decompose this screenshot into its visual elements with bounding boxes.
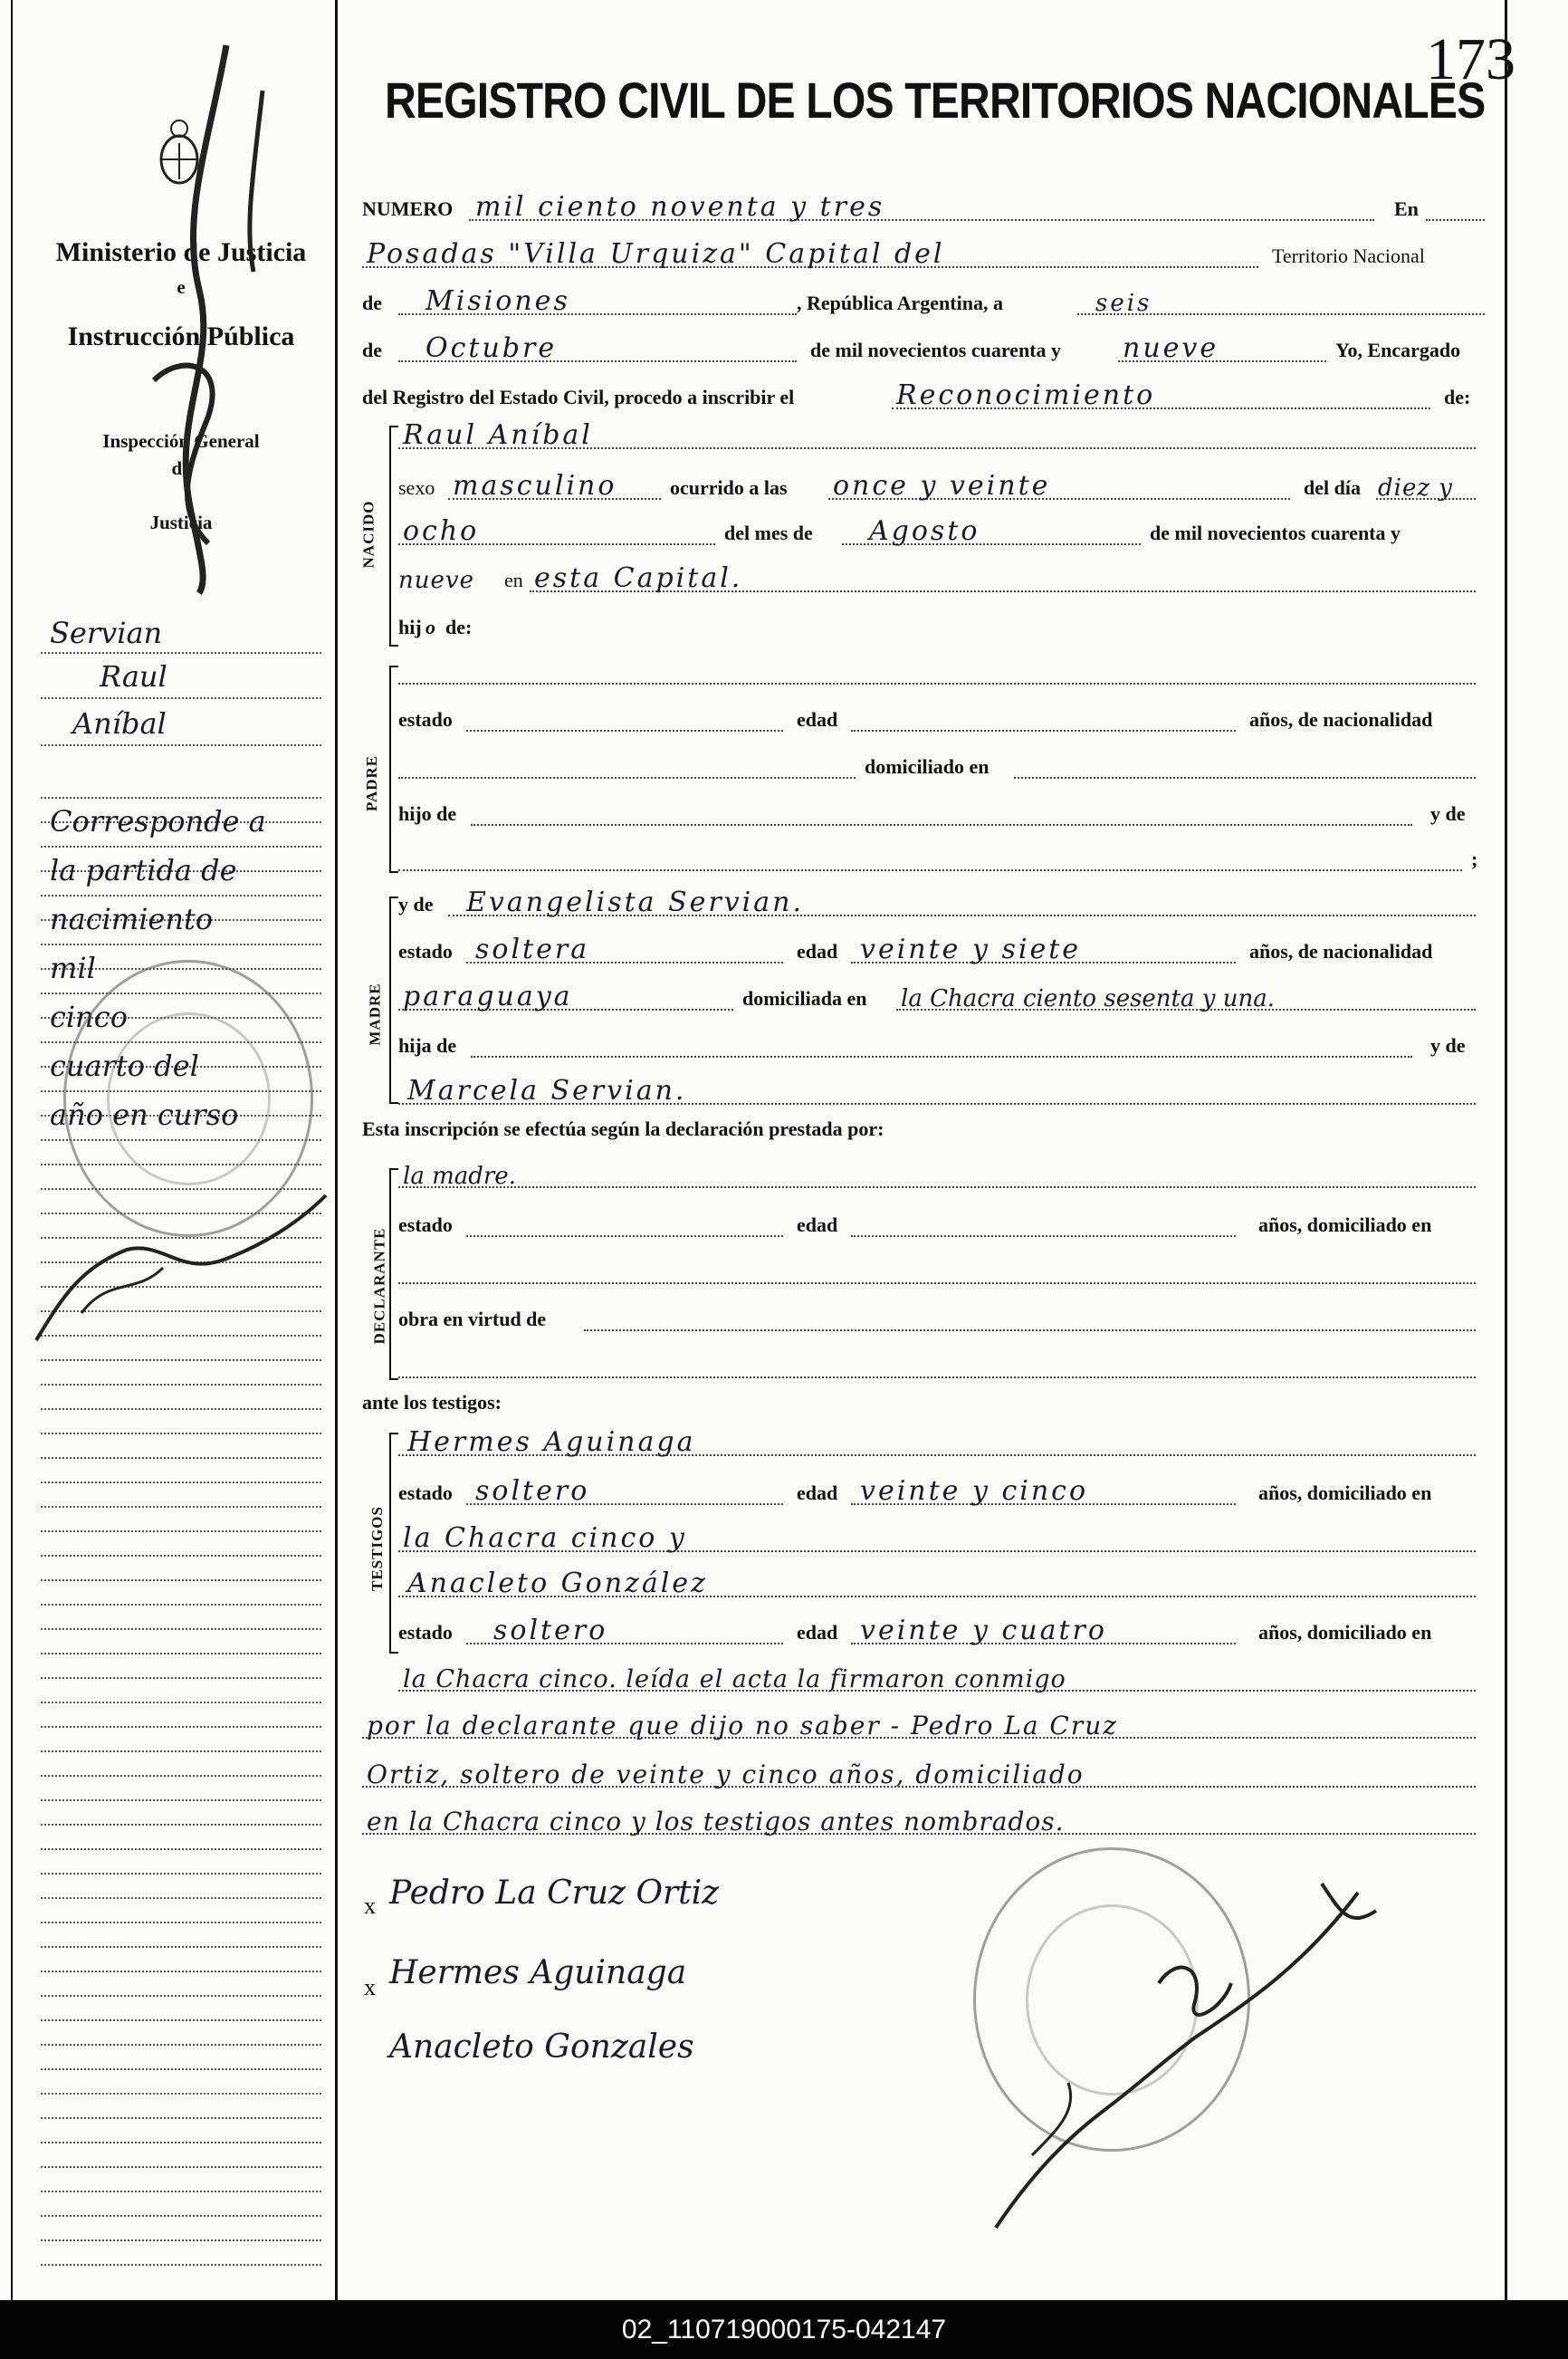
left-border-line xyxy=(11,0,13,2300)
testigos-bracket xyxy=(389,1433,398,1654)
margin-ruled-line xyxy=(41,2093,321,2095)
margin-ruled-line xyxy=(41,697,321,699)
margin-ruled-line xyxy=(41,1530,321,1532)
margin-signature-flourish xyxy=(72,36,308,598)
padre-bracket xyxy=(389,666,398,873)
anio-nacimiento-value: nueve xyxy=(398,567,474,594)
registro-label: del Registro del Estado Civil, procedo a inscribir el xyxy=(362,386,795,408)
margin-ruled-line xyxy=(41,2044,321,2046)
margin-note-line1: Corresponde a xyxy=(50,804,266,839)
footer-code: 02_110719000175-042147 xyxy=(621,2315,947,2345)
republica-label: , República Argentina, a xyxy=(797,292,1003,314)
mil-novecientos-label: de mil novecientos cuarenta y xyxy=(810,339,1062,361)
testigo1-estado-label: estado xyxy=(398,1482,453,1504)
sexo-label: sexo xyxy=(398,476,435,499)
continuacion-line3 xyxy=(362,1804,1485,1840)
mil-novecientos-label-2: de mil novecientos cuarenta y xyxy=(1150,522,1401,544)
margin-ruled-line xyxy=(41,2142,321,2143)
numero-value: mil ciento noventa y tres xyxy=(475,191,885,223)
del-dia-label: del día xyxy=(1304,476,1361,499)
margin-ruled-line xyxy=(41,846,321,848)
yo-encargado-label: Yo, Encargado xyxy=(1335,339,1461,361)
margin-ruled-line xyxy=(41,1653,321,1654)
lugar-nacimiento-value: esta Capital. xyxy=(534,562,743,594)
margin-ruled-line xyxy=(41,895,321,897)
padre-semicolon: ; xyxy=(1471,848,1478,870)
declarante-intro: Esta inscripción se efectúa según la declaración prestada por: xyxy=(362,1117,884,1140)
margin-ruled-line xyxy=(41,1848,321,1850)
testigo2-estado-label: estado xyxy=(398,1621,453,1644)
margin-ruled-line xyxy=(41,2068,321,2070)
territorio-label: Territorio Nacional xyxy=(1272,245,1425,267)
testigo2-edad-label: edad xyxy=(797,1621,838,1644)
en-label-2: en xyxy=(504,569,523,591)
declarante-obra-line xyxy=(398,1300,1485,1337)
declarante-blank-line-2 xyxy=(398,1347,1485,1384)
padre-anios-label: años, de nacionalidad xyxy=(1249,708,1433,731)
testigo1-domicilio-line xyxy=(398,1521,1485,1558)
de-colon-label: de: xyxy=(1444,386,1471,408)
testigo2-nombre-line xyxy=(398,1567,1485,1603)
madre-section-label: MADRE xyxy=(366,983,384,1046)
testigo2-anios-label: años, domiciliado en xyxy=(1258,1621,1432,1644)
testigo2-edad-value: veinte y cuatro xyxy=(860,1615,1107,1646)
testigo2-domicilio-value: la Chacra cinco. leída el acta la firmaron conmigo xyxy=(403,1665,1066,1693)
declarante-obra-label: obra en virtud de xyxy=(398,1308,547,1330)
margin-ruled-line xyxy=(41,2215,321,2217)
madre-domicilio-value: la Chacra ciento sesenta y una. xyxy=(901,985,1275,1012)
margin-ruled-line xyxy=(41,944,321,945)
testigo1-estado-line xyxy=(398,1474,1485,1510)
madre-nombre-line xyxy=(398,886,1485,922)
madre-bracket xyxy=(389,897,398,1104)
madre-madre-line xyxy=(398,1074,1485,1110)
fecha-line xyxy=(362,331,1485,368)
margin-ruled-line xyxy=(41,744,321,746)
nacido-hijo-line xyxy=(398,609,1485,645)
madre-hija-line xyxy=(398,1027,1485,1063)
hijo-de-label: de: xyxy=(445,616,473,638)
padre-yde-label: y de xyxy=(1430,802,1466,825)
margin-note-line4: mil xyxy=(50,951,96,985)
dia-nacimiento-value2: ocho xyxy=(403,515,480,547)
margin-ruled-line xyxy=(41,1604,321,1606)
official-signature-scrawl xyxy=(978,1856,1394,2237)
margin-ruled-line xyxy=(41,1555,321,1557)
nacido-bracket xyxy=(389,426,398,647)
margin-ruled-line xyxy=(41,1897,321,1899)
continuacion-line1 xyxy=(362,1708,1485,1744)
testigos-section-label: TESTIGOS xyxy=(368,1506,386,1591)
page-number: 173 xyxy=(1426,26,1515,92)
margin-ruled-line xyxy=(41,1799,321,1801)
declarante-section-label: DECLARANTE xyxy=(370,1227,388,1345)
margin-name-line1: Servian xyxy=(50,616,163,650)
declarante-estado-label: estado xyxy=(398,1213,453,1236)
padre-domiciliado-label: domiciliado en xyxy=(865,755,990,778)
margin-ruled-line xyxy=(41,1579,321,1581)
mes-nacimiento-value: Agosto xyxy=(869,515,980,547)
madre-domicilio-line xyxy=(398,980,1485,1016)
nacido-nombre-value: Raul Aníbal xyxy=(403,419,593,451)
firma3: Anacleto Gonzales xyxy=(389,2028,694,2066)
registro-line xyxy=(362,379,1485,415)
testigo1-edad-value: veinte y cinco xyxy=(860,1475,1089,1507)
padre-section-label: PADRE xyxy=(363,754,381,812)
madre-estado-value: soltera xyxy=(475,934,590,965)
margin-ruled-line xyxy=(41,1873,321,1875)
sexo-value: masculino xyxy=(453,470,617,502)
nacido-sexo-line xyxy=(398,469,1485,505)
margin-ruled-line xyxy=(41,1482,321,1483)
ministry-line2: e xyxy=(177,276,186,298)
margin-ruled-line xyxy=(41,2239,321,2241)
de-label-2: de xyxy=(362,339,382,361)
margin-ruled-line xyxy=(41,2117,321,2119)
continuacion-value3: en la Chacra cinco y los testigos antes nombrados. xyxy=(367,1807,1065,1836)
de-label: de xyxy=(362,292,382,314)
margin-ruled-line xyxy=(41,1384,321,1386)
declarante-estado-line xyxy=(398,1206,1485,1242)
madre-estado-label: estado xyxy=(398,940,453,963)
anio-inscripcion-value: nueve xyxy=(1123,332,1219,364)
firma2: Hermes Aguinaga xyxy=(389,1954,687,1991)
testigo1-estado-value: soltero xyxy=(475,1475,590,1507)
testigo1-nombre-value: Hermes Aguinaga xyxy=(407,1426,696,1458)
margin-name-line2: Raul xyxy=(100,659,167,694)
footer-bar xyxy=(0,2300,1568,2359)
del-mes-label: del mes de xyxy=(724,522,813,544)
continuacion-value1: por la declarante que dijo no saber - Pedro La Cruz xyxy=(367,1711,1119,1740)
ministry-line1: Ministerio de Justicia xyxy=(55,237,307,267)
margin-ruled-line xyxy=(41,1457,321,1459)
padre-domicilio-line xyxy=(398,748,1485,784)
declarante-nombre-line xyxy=(398,1157,1485,1194)
padre-estado-line xyxy=(398,701,1485,737)
declarante-edad-label: edad xyxy=(797,1213,838,1236)
madre-edad-value: veinte y siete xyxy=(860,934,1082,965)
margin-divider-line xyxy=(335,0,338,2300)
margin-ruled-line xyxy=(41,1702,321,1703)
margin-signature-scrawl xyxy=(27,1159,335,1358)
margin-note-line7: año en curso xyxy=(50,1098,239,1132)
madre-yde2-label: y de xyxy=(1430,1034,1466,1057)
declarante-anios-label: años, domiciliado en xyxy=(1258,1213,1432,1236)
padre-edad-label: edad xyxy=(797,708,838,731)
margin-note-line6: cuarto del xyxy=(50,1049,199,1083)
margin-ruled-line xyxy=(41,2264,321,2266)
testigo1-domicilio-value: la Chacra cinco y xyxy=(403,1522,687,1554)
margin-note-line5: cinco xyxy=(50,1000,128,1034)
ministry-sub1: Inspección General xyxy=(102,430,260,452)
madre-anios-label: años, de nacionalidad xyxy=(1249,940,1433,963)
margin-ruled-line xyxy=(41,1922,321,1923)
madre-estado-line xyxy=(398,933,1485,969)
testigos-intro-line xyxy=(362,1384,1485,1420)
margin-note-line3: nacimiento xyxy=(50,902,214,936)
padre-hijo-label: hijo de xyxy=(398,802,457,825)
numero-label: NUMERO xyxy=(362,197,454,220)
margin-ruled-line xyxy=(41,1359,321,1361)
declarante-nombre-value: la madre. xyxy=(403,1163,516,1190)
margin-ruled-line xyxy=(41,652,321,654)
right-border-line xyxy=(1505,0,1507,2300)
lugar-value: Posadas "Villa Urquiza" Capital del xyxy=(367,238,945,270)
mes-inscripcion-value: Octubre xyxy=(425,332,558,364)
document-title: REGISTRO CIVIL DE LOS TERRITORIOS NACIONALES xyxy=(385,72,1486,129)
declarante-bracket xyxy=(389,1168,398,1380)
margin-ruled-line xyxy=(41,1995,321,1997)
territorio-value: Misiones xyxy=(425,285,570,317)
testigos-intro: ante los testigos: xyxy=(362,1391,502,1414)
margin-ruled-line xyxy=(41,797,321,799)
madre-edad-label: edad xyxy=(797,940,838,963)
testigo2-nombre-value: Anacleto González xyxy=(407,1568,708,1599)
declarante-blank-line xyxy=(398,1253,1485,1290)
hora-value: once y veinte xyxy=(833,470,1051,502)
testigo1-nombre-line xyxy=(398,1425,1485,1462)
testigo1-edad-label: edad xyxy=(797,1482,838,1504)
ministry-sub3: Justicia xyxy=(149,512,213,533)
margin-ruled-line xyxy=(41,1433,321,1434)
firma1: Pedro La Cruz Ortiz xyxy=(389,1875,720,1912)
padre-semicolon-line xyxy=(398,840,1485,877)
hijo-suffix: o xyxy=(425,616,435,638)
madre-yde-label: y de xyxy=(398,893,434,916)
margin-ruled-line xyxy=(41,1408,321,1410)
testigo2-domicilio-line xyxy=(398,1661,1485,1697)
testigo2-estado-value: soltero xyxy=(493,1615,608,1646)
margin-ruled-line xyxy=(41,1506,321,1508)
padre-nombre-line xyxy=(398,654,1485,690)
nacido-section-label: NACIDO xyxy=(359,500,378,569)
firma2-mark: x xyxy=(364,1974,376,2000)
margin-ruled-line xyxy=(41,1628,321,1630)
margin-ruled-line xyxy=(41,1946,321,1948)
lugar-line xyxy=(362,237,1485,273)
acto-value: Reconocimiento xyxy=(896,379,1156,411)
margin-ruled-line xyxy=(41,1677,321,1679)
en-label: En xyxy=(1394,197,1419,220)
margin-ruled-line xyxy=(41,1726,321,1728)
madre-nacionalidad-value: paraguaya xyxy=(403,981,573,1012)
margin-ruled-line xyxy=(41,1750,321,1752)
margin-ruled-line xyxy=(41,1824,321,1826)
padre-hijo-line xyxy=(398,795,1485,831)
ministry-line3: Instrucción Pública xyxy=(67,321,295,351)
madre-domiciliada-label: domiciliada en xyxy=(742,987,867,1010)
margin-ruled-line xyxy=(41,2166,321,2168)
margin-ruled-line xyxy=(41,2019,321,2021)
territorio-line xyxy=(362,284,1485,321)
margin-ruled-line xyxy=(41,1971,321,1972)
firma1-mark: x xyxy=(364,1893,376,1919)
nacido-mes-line xyxy=(398,514,1485,551)
ministry-sub2: de xyxy=(171,457,191,479)
margin-ruled-line xyxy=(41,2191,321,2192)
nacido-nombre-line xyxy=(398,418,1485,455)
dia-inscripcion-value: seis xyxy=(1095,290,1152,317)
padre-estado-label: estado xyxy=(398,708,453,731)
margin-name-line3: Aníbal xyxy=(72,706,167,741)
continuacion-value2: Ortiz, soltero de veinte y cinco años, domiciliado xyxy=(367,1760,1085,1789)
ocurrido-label: ocurrido a las xyxy=(670,476,788,499)
madre-nombre-value: Evangelista Servian. xyxy=(466,887,805,918)
testigo2-estado-line xyxy=(398,1614,1485,1650)
continuacion-line2 xyxy=(362,1757,1485,1793)
madre-madre-value: Marcela Servian. xyxy=(407,1075,687,1107)
margin-note-line2: la partida de xyxy=(50,853,237,887)
nacido-lugar-line xyxy=(398,561,1485,598)
madre-hija-label: hija de xyxy=(398,1034,457,1057)
margin-ruled-line xyxy=(41,1775,321,1777)
dia-nacimiento-value1: diez y xyxy=(1378,475,1453,502)
numero-line xyxy=(362,190,1485,226)
hijo-label: hij xyxy=(398,616,422,638)
testigo1-anios-label: años, domiciliado en xyxy=(1258,1482,1432,1504)
declarante-intro-line xyxy=(362,1110,1485,1146)
